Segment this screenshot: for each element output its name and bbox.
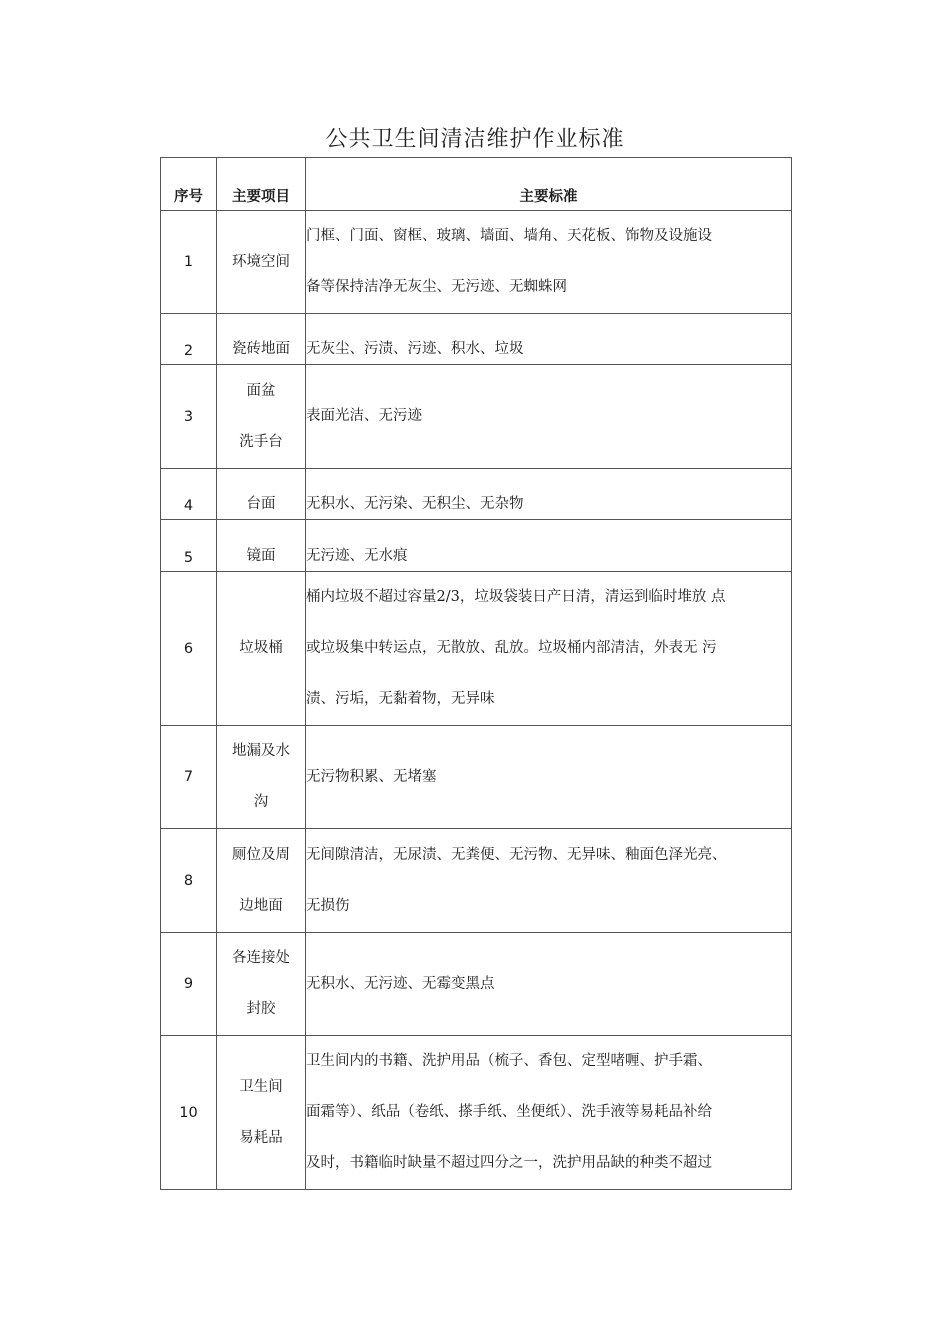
row-item-line: 封胶 [246,1001,276,1017]
row-standard-line: 无损伤 [306,897,350,914]
row-standard-line: 无积水、无污迹、无霉变黑点 [306,975,495,992]
row-standard-line: 卫生间内的书籍、洗护用品（梳子、香包、定型啫喱、护手霜、 [306,1053,712,1069]
table-row [161,1036,792,1190]
row-item-line: 瓷砖地面 [232,341,290,357]
row-no: 2 [161,314,217,365]
row-item [217,726,306,829]
row-item-line: 边地面 [239,897,283,914]
row-standard [306,726,792,829]
table-row [161,572,792,726]
row-standard [306,314,792,365]
row-no: 1 [161,211,217,314]
row-item [217,1036,306,1190]
table-row [161,314,792,365]
row-standard [306,1036,792,1190]
header-no: 序号 [161,158,217,211]
row-standard-line: 桶内垃圾不超过容量2/3，垃圾袋装日产日清，清运到临时堆放 点 [306,589,726,605]
row-standard-line: 无污物积累、无堵塞 [306,768,437,785]
row-item-line: 沟 [253,794,269,810]
row-standard-line: 门框、门面、窗框、玻璃、墙面、墙角、天花板、饰物及设施设 [306,228,712,244]
table-row [161,211,792,314]
row-standard-line: 无污迹、无水痕 [306,548,408,564]
row-standard-line: 备等保持洁净无灰尘、无污迹、无蜘蛛网 [306,279,567,295]
row-standard-line: 及时，书籍临时缺量不超过四分之一，洗护用品缺的种类不超过 [306,1155,712,1171]
row-item-line: 垃圾桶 [239,640,283,656]
row-item-line: 镜面 [246,548,276,564]
row-standard-line: 渍、污垢，无黏着物，无异味 [306,691,495,707]
row-standard-line: 无积水、无污染、无积尘、无杂物 [306,496,524,512]
row-item [217,211,306,314]
row-standard [306,572,792,726]
row-no: 3 [161,365,217,469]
header-item: 主要项目 [217,158,306,211]
row-standard-line: 面霜等）、纸品（卷纸、搽手纸、坐便纸）、洗手液等易耗品补给 [306,1104,712,1120]
row-item-line: 环境空间 [232,253,290,270]
row-item-line: 台面 [246,496,276,512]
row-no: 6 [161,572,217,726]
row-standard-line: 表面光洁、无污迹 [306,408,422,424]
row-item [217,933,306,1036]
row-item-line: 洗手台 [239,433,283,450]
row-item [217,520,306,572]
row-item [217,314,306,365]
row-standard [306,469,792,520]
table-row [161,933,792,1036]
table-row [161,469,792,520]
row-item-line: 各连接处 [232,950,290,966]
row-item-line: 卫生间 [239,1078,283,1095]
row-item [217,829,306,933]
row-standard [306,211,792,314]
row-standard [306,829,792,933]
row-standard-line: 无灰尘、污渍、污迹、积水、垃圾 [306,341,524,357]
header-standard: 主要标准 [306,158,792,211]
row-no: 10 [161,1036,217,1190]
row-item [217,572,306,726]
row-no: 7 [161,726,217,829]
row-standard [306,365,792,469]
row-no: 9 [161,933,217,1036]
row-item-line: 面盆 [246,382,276,399]
row-standard [306,520,792,572]
row-no: 8 [161,829,217,933]
page-title: 公共卫生间清洁维护作业标准 [325,127,625,152]
row-standard [306,933,792,1036]
row-item-line: 易耗品 [239,1129,283,1146]
row-standard-line: 或垃圾集中转运点，无散放、乱放。垃圾桶内部清洁，外表无 污 [306,640,717,656]
row-no: 4 [161,469,217,520]
table-row [161,520,792,572]
table-row [161,829,792,933]
table-header-row [161,158,792,211]
row-item [217,365,306,469]
table-row [161,365,792,469]
row-item-line: 厕位及周 [232,846,290,863]
row-item-line: 地漏及水 [232,743,290,759]
row-standard-line: 无间隙清洁，无尿渍、无粪便、无污物、无异味、釉面色泽光亮、 [306,846,727,863]
row-item [217,469,306,520]
row-no: 5 [161,520,217,572]
standards-table [160,157,792,1190]
table-row [161,726,792,829]
